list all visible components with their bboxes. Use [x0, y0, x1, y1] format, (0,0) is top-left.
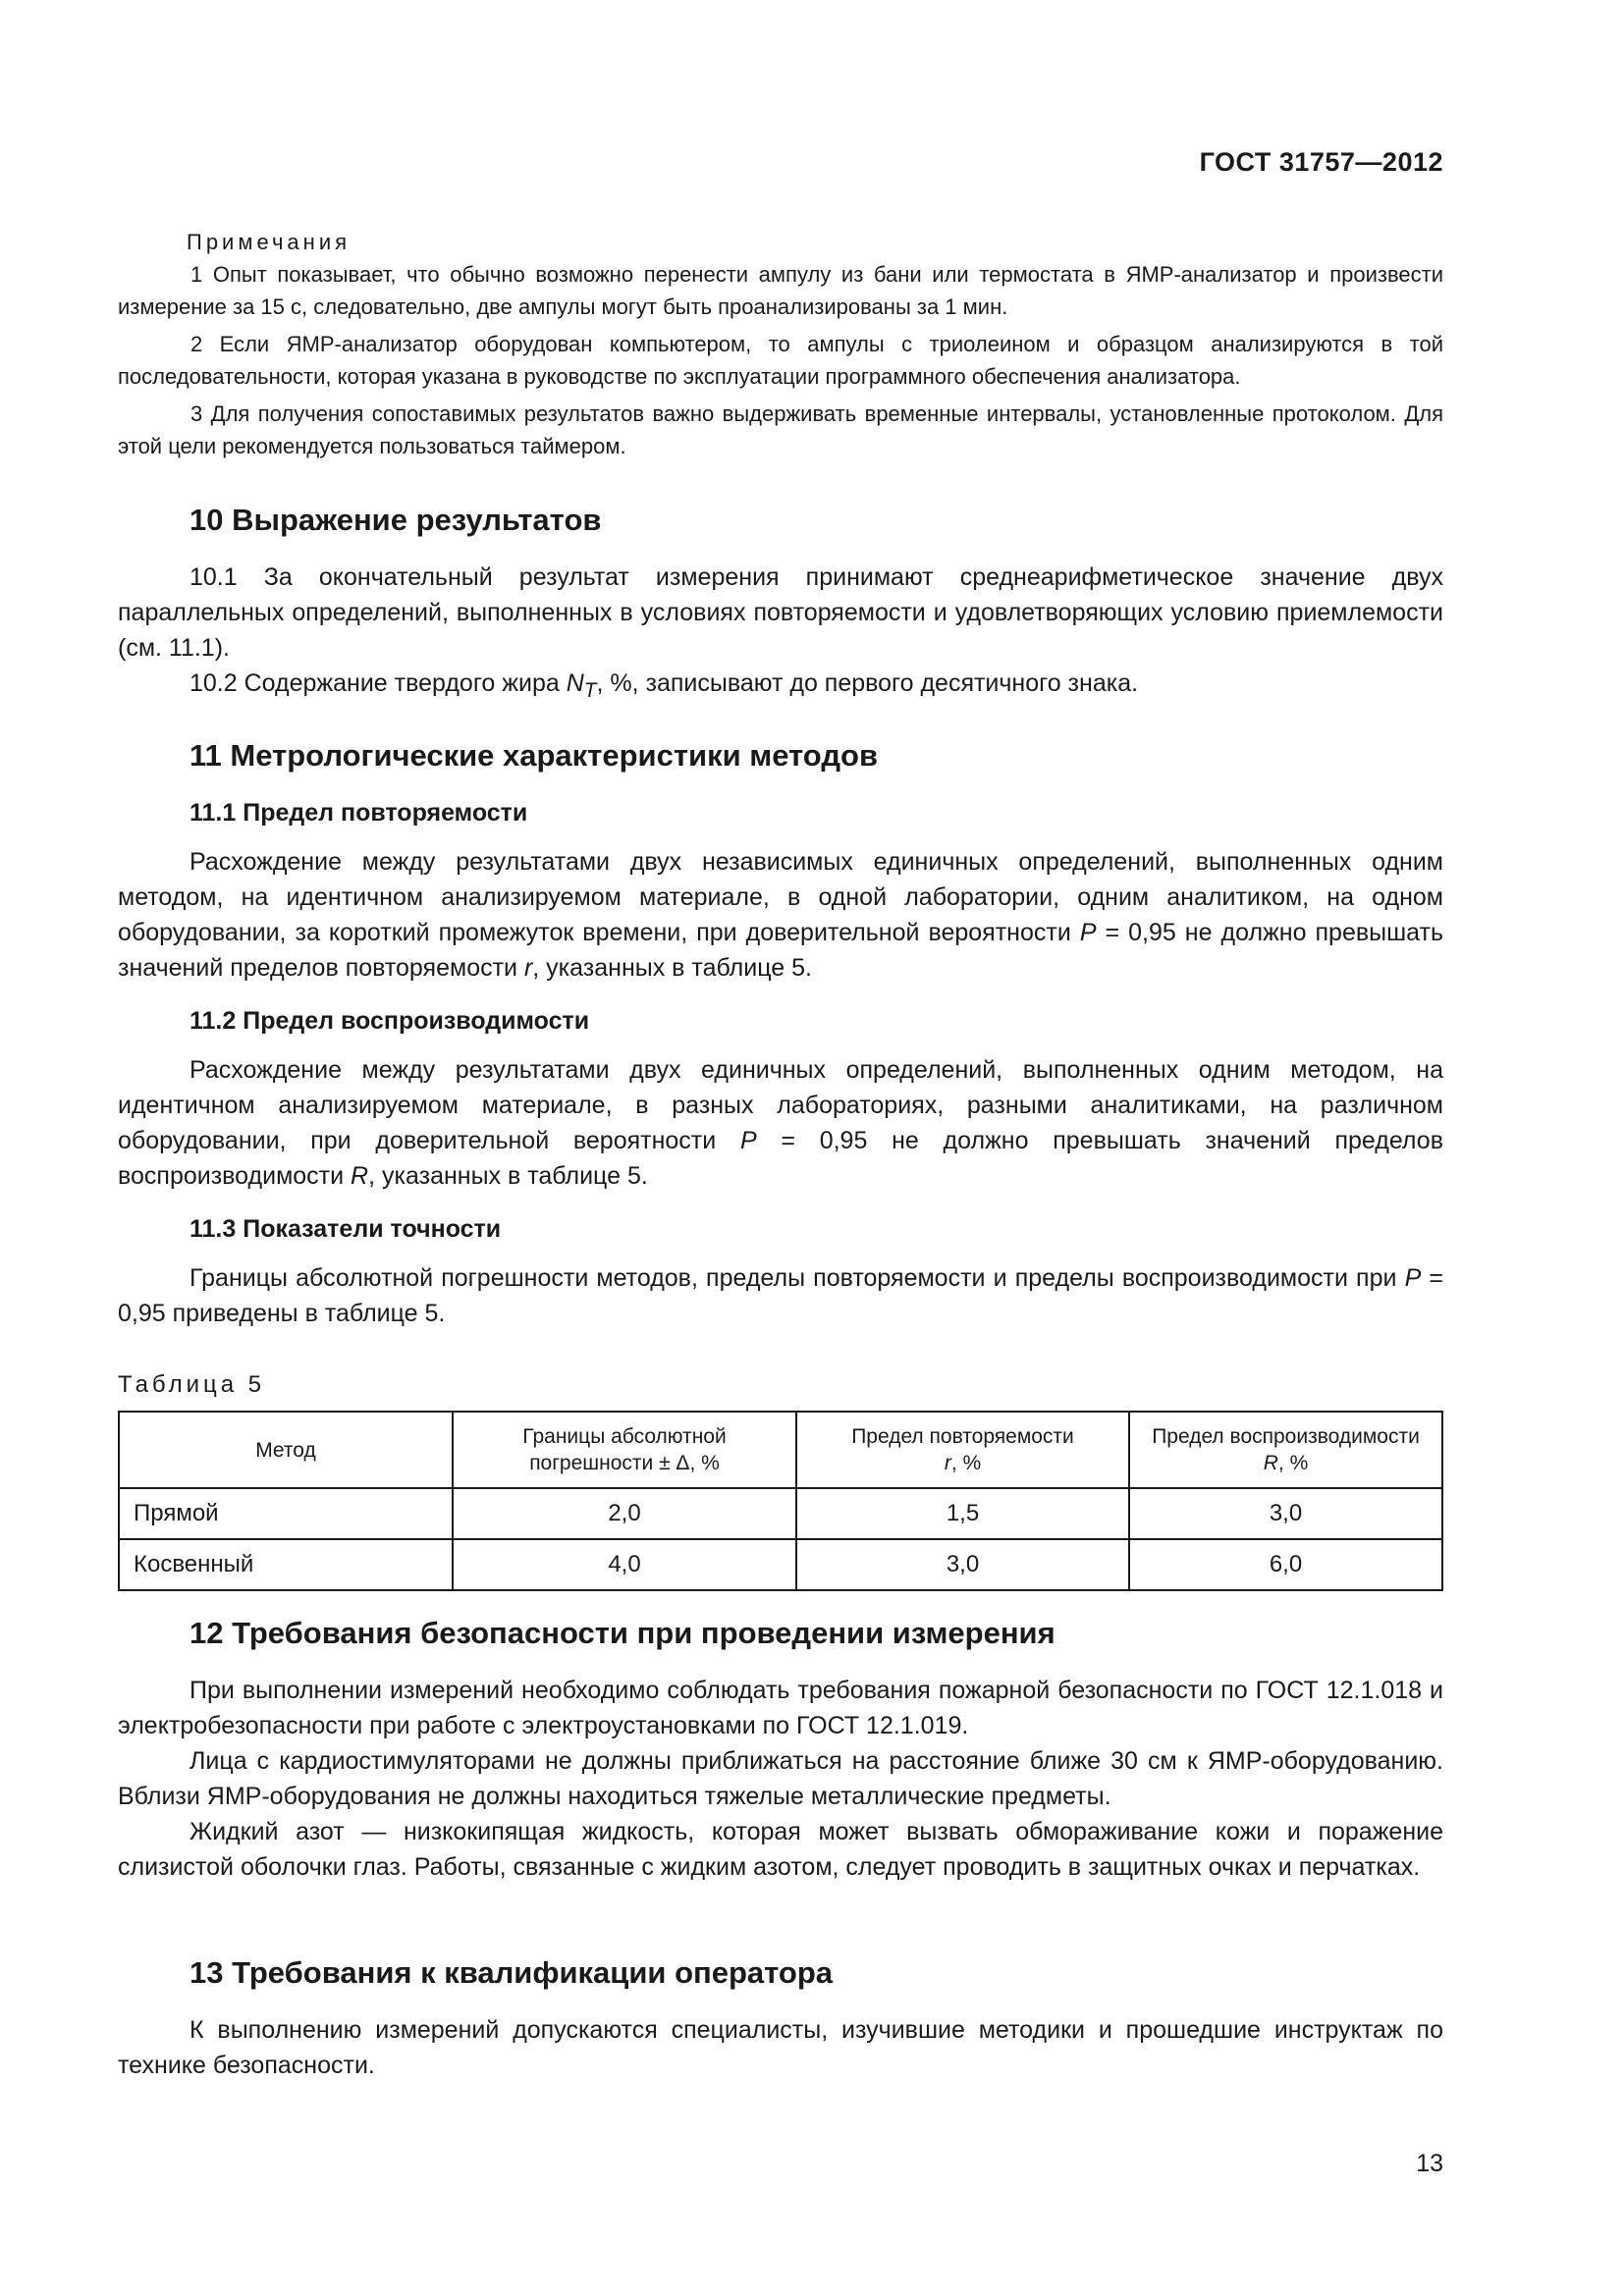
note-item: 2 Если ЯМР-анализатор оборудован компьютером, то ампулы с триолеином и образцом анализируются в той последовательности, которая указана в руководстве по эксплуатации программного обеспечения анализатора. — [118, 332, 1443, 389]
note-item: 1 Опыт показывает, что обычно возможно перенести ампулу из бани или термостата в ЯМР-анализатор и произвести измерение за 15 с, следовательно, две ампулы могут быть проанализированы за 1 мин. — [118, 262, 1443, 319]
table-caption: Таблица 5 — [118, 1371, 266, 1398]
section-10 — [118, 503, 1443, 709]
cell-reproducibility: 6,0 — [1129, 1539, 1442, 1590]
subsection-heading: 11.1 Предел повторяемости — [189, 799, 528, 827]
section-heading: 12 Требования безопасности при проведении измерения — [189, 1616, 1056, 1650]
subsection-heading: 11.2 Предел воспроизводимости — [189, 1007, 590, 1035]
paragraph: 10.1 За окончательный результат измерения принимают среднеарифметическое значение двух параллельных определений, выполненных в условиях повторяемости и удовлетворяющих условию приемлемости (см. 11.1). — [118, 563, 1443, 662]
table-row — [119, 1488, 1442, 1539]
cell-method: Косвенный — [119, 1539, 453, 1590]
cell-repeatability: 1,5 — [796, 1488, 1129, 1539]
table-header-row — [119, 1412, 1442, 1488]
table-row — [119, 1539, 1442, 1590]
cell-error: 2,0 — [453, 1488, 796, 1539]
document-id-header: ГОСТ 31757—2012 — [1199, 147, 1443, 177]
paragraph: Расхождение между результатами двух единичных определений, выполненных одним методом, на идентичном анализируемом материале, в разных лабораториях, разными аналитиками, на различном оборудовании, при доверительной вероятности P = 0,95 не должно превышать значений пределов воспроизводимости R, указанных в таблице 5. — [118, 1056, 1443, 1190]
cell-error: 4,0 — [453, 1539, 796, 1590]
notes-title: Примечания — [187, 230, 352, 254]
paragraph: При выполнении измерений необходимо соблюдать требования пожарной безопасности по ГОСТ 12.1.018 и электробезопасности при работе с электроустановками по ГОСТ 12.1.019. — [118, 1677, 1443, 1739]
paragraph: Жидкий азот — низкокипящая жидкость, которая может вызвать обмораживание кожи и поражение слизистой оболочки глаз. Работы, связанные с жидким азотом, следует проводить в защитных очках и перчатках. — [118, 1818, 1443, 1881]
paragraph: 10.2 Содержание твердого жира $N_T$, %, записывают до первого десятичного знака. — [189, 669, 1139, 702]
section-heading: 13 Требования к квалификации оператора — [189, 1955, 834, 1990]
subsection-heading: 11.3 Показатели точности — [189, 1215, 502, 1243]
note-item: 3 Для получения сопоставимых результатов важно выдерживать временные интервалы, установленные протоколом. Для этой цели рекомендуется пользоваться таймером. — [118, 401, 1443, 458]
section-12 — [118, 1616, 1443, 1885]
header-repeatability: Предел повторяемости r, % — [796, 1412, 1129, 1488]
section-heading: 10 Выражение результатов — [189, 503, 602, 537]
notes-block — [118, 226, 1443, 467]
cell-repeatability: 3,0 — [796, 1539, 1129, 1590]
paragraph: К выполнению измерений допускаются специалисты, изучившие методики и прошедшие инструктаж по технике безопасности. — [118, 2016, 1443, 2079]
header-reproducibility: Предел воспроизводимости R, % — [1129, 1412, 1442, 1488]
header-method: Метод — [119, 1412, 453, 1488]
cell-method: Прямой — [119, 1488, 453, 1539]
table-5-block — [118, 1367, 1443, 1591]
section-13 — [118, 1955, 1443, 2083]
cell-reproducibility: 3,0 — [1129, 1488, 1442, 1539]
section-heading: 11 Метрологические характеристики методов — [189, 738, 878, 773]
section-11 — [118, 738, 1443, 1331]
paragraph: Расхождение между результатами двух независимых единичных определений, выполненных одним методом, на идентичном анализируемом материале, в одной лаборатории, одним аналитиком, на одном оборудовании, за короткий промежуток времени, при доверительной вероятности P = 0,95 не должно превышать значений пределов повторяемости r, указанных в таблице 5. — [118, 848, 1444, 982]
data-table — [118, 1411, 1443, 1591]
paragraph: Границы абсолютной погрешности методов, пределы повторяемости и пределы воспроизводимости при P = 0,95 приведены в таблице 5. — [118, 1264, 1444, 1327]
header-error: Границы абсолютной погрешности ± Δ, % — [453, 1412, 796, 1488]
paragraph: Лица с кардиостимуляторами не должны приближаться на расстояние ближе 30 см к ЯМР-оборудованию. Вблизи ЯМР-оборудования не должны находиться тяжелые металлические предметы. — [118, 1747, 1443, 1810]
page-number: 13 — [1416, 2150, 1443, 2177]
